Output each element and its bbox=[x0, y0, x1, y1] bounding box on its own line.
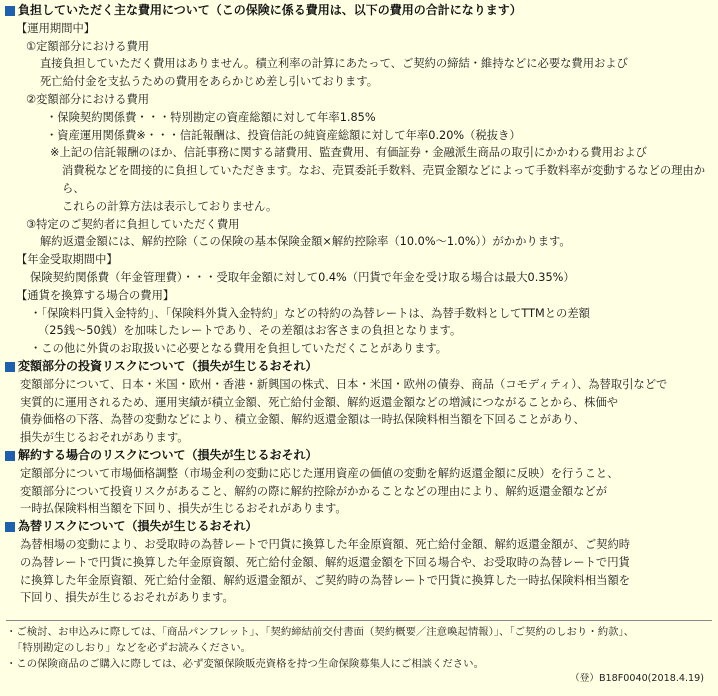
variable-cost-item: ・保険契約関係費・・・特別勘定の資産総額に対して年率1.85% bbox=[46, 110, 376, 124]
square-bullet-icon bbox=[5, 522, 15, 532]
currency-cost-text: （25銭～50銭）を加味したレートであり、その差額はお客さまの負担となります。 bbox=[38, 324, 462, 338]
surrender-risk-text: 変額部分について投資リスクがあること、解約の際に解約控除がかかることなどの理由により、解約返還金額などが bbox=[20, 484, 607, 498]
document bbox=[0, 2, 718, 607]
fx-risk-text: の為替レートで円貨に換算した年金原資額、死亡給付金額、解約返還金額を下回る場合や、お受取時の為替レートで円貨 bbox=[20, 555, 630, 569]
fixed-part-text: 直接負担していただく費用はありません。積立利率の計算にあたって、ご契約の締結・維持などに必要な費用および bbox=[40, 57, 628, 71]
surrender-risk-heading-text: 解約する場合のリスクについて（損失が生じるおそれ） bbox=[18, 447, 318, 462]
special-cost-text: 解約返還金額には、解約控除（この保険の基本保険金額×解約控除率（10.0%～1.0%））がかかります。 bbox=[40, 235, 571, 249]
surrender-risk-text: 定額部分について市場価格調整（市場金利の変動に応じた運用資産の価値の変動を解約返還金額に反映）を行うこと、 bbox=[20, 466, 619, 480]
registration-code: （登）B18F0040(2018.4.19) bbox=[570, 673, 704, 684]
square-bullet-icon bbox=[5, 6, 15, 16]
fx-risk-text: 下回り、損失が生じるおそれがあります。 bbox=[20, 591, 234, 605]
annuity-period-label: 【年金受取期間中】 bbox=[16, 253, 118, 267]
currency-cost-label: 【通貨を換算する場合の費用】 bbox=[16, 288, 175, 302]
fx-risk-text: 為替相場の変動により、お受取時の為替レートで円貨に換算した年金原資額、死亡給付金額、解約返還金額が、ご契約時 bbox=[20, 537, 631, 551]
footer-line: ・この保険商品のご購入に際しては、必ず変額保険販売資格を持つ生命保険募集人にご相談ください。 bbox=[6, 658, 484, 670]
fx-risk-text: に換算した年金原資額、死亡給付金額、解約返還金額が、ご契約時の為替レートで円貨に換算した一時払保険料相当額を bbox=[20, 573, 631, 587]
variable-cost-item: ・資産運用関係費※・・・信託報酬は、投資信託の純資産総額に対して年率0.20%（税抜き） bbox=[46, 128, 521, 142]
operation-period-label: 【運用期間中】 bbox=[16, 21, 96, 35]
cost-note: これらの計算方法は表示しておりません。 bbox=[62, 199, 278, 213]
square-bullet-icon bbox=[5, 451, 15, 461]
investment-risk-text: 債券価格の下落、為替の変動などにより、積立金額、解約返還金額は一時払保険料相当額を下回ることがあり、 bbox=[20, 413, 585, 427]
footer-divider bbox=[6, 620, 712, 621]
annuity-cost-text: 保険契約関係費（年金管理費）・・・受取年金額に対して0.4%（円貨で年金を受け取る場合は最大0.35%） bbox=[30, 270, 575, 284]
surrender-risk-heading bbox=[0, 447, 718, 465]
investment-risk-heading bbox=[0, 358, 718, 376]
cost-section-heading bbox=[0, 2, 718, 20]
cost-heading-text: 負担していただく主な費用について（この保険に係る費用は、以下の費用の合計になります） bbox=[18, 3, 522, 17]
investment-risk-text: 実質的に運用されるため、運用実績が積立金額、死亡給付金額、解約返還金額などの増減につながることから、株価や bbox=[20, 395, 619, 409]
cost-note: ※上記の信託報酬のほか、信託事務に関する諸費用、監査費用、有価証券・金融派生商品の取引にかかわる費用および bbox=[50, 146, 647, 160]
footer-line: ・ご検討、お申込みに際しては、「商品パンフレット」、「契約締結前交付書面（契約概要／注意喚起情報）」、「ご契約のしおり・約款」、 bbox=[6, 626, 635, 638]
square-bullet-icon bbox=[5, 362, 15, 372]
fixed-part-text: 死亡給付金を支払うための費用をあらかじめ差し引いております。 bbox=[40, 75, 379, 89]
variable-part-title: ②変額部分における費用 bbox=[26, 92, 150, 106]
fx-risk-heading-text: 為替リスクについて（損失が生じるおそれ） bbox=[18, 519, 258, 534]
currency-cost-text: ・「保険料円貨入金特約」、「保険料外貨入金特約」などの特約の為替レートは、為替手数料としてTTMとの差額 bbox=[30, 306, 590, 320]
fixed-part-title: ①定額部分における費用 bbox=[26, 39, 150, 53]
special-cost-title: ③特定のご契約者に負担していただく費用 bbox=[26, 217, 240, 231]
investment-risk-text: 損失が生じるおそれがあります。 bbox=[20, 431, 189, 445]
investment-risk-text: 変額部分について、日本・米国・欧州・香港・新興国の株式、日本・米国・欧州の債券、商品（コモディティ）、為替取引などで bbox=[20, 377, 668, 391]
footer-notes bbox=[0, 624, 718, 672]
fx-risk-heading bbox=[0, 518, 718, 536]
cost-note: 消費税などを間接的に負担していただきます。なお、売買委託手数料、売買金額などによって手数料率が変動するなどの理由から、 bbox=[62, 164, 706, 195]
surrender-risk-text: 一時払保険料相当額を下回り、損失が生じるおそれがあります。 bbox=[20, 502, 347, 516]
footer-line: 「特別勘定のしおり」などを必ずお読みください。 bbox=[12, 642, 251, 654]
investment-risk-heading-text: 変額部分の投資リスクについて（損失が生じるおそれ） bbox=[18, 358, 318, 373]
currency-cost-text: ・この他に外貨のお取扱いに必要となる費用を負担していただくことがあります。 bbox=[30, 342, 448, 356]
